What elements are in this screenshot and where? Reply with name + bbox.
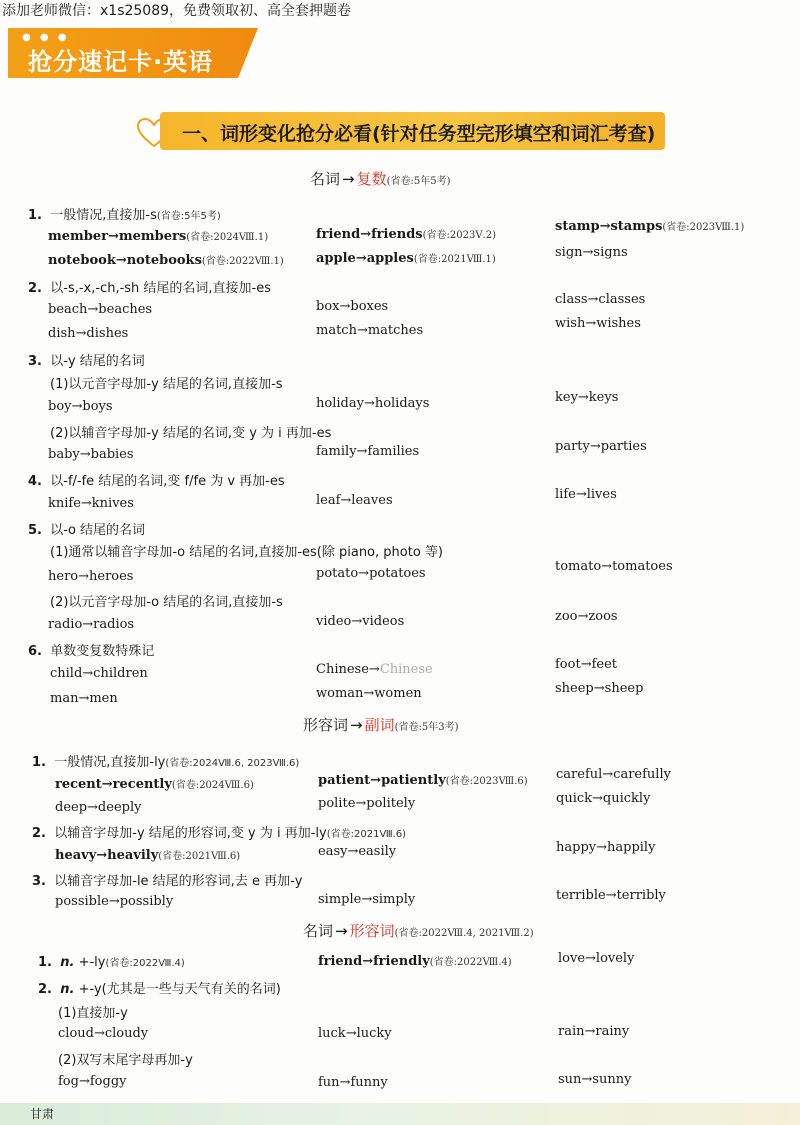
word-easy: easy→easily — [318, 844, 397, 859]
word-sheep: sheep→sheep — [555, 681, 644, 696]
word-dish: dish→dishes — [48, 326, 129, 341]
word-zoo: zoo→zoos — [555, 609, 618, 624]
adj-rule-1: 1. n. +-ly(省卷:2022Ⅷ.4) — [38, 955, 185, 970]
word-match: match→matches — [316, 323, 424, 338]
word-friendly: friend→friendly(省卷:2022Ⅷ.4) — [318, 954, 512, 969]
rule-5b: (2)以元音字母加-o 结尾的名词,直接加-s — [50, 595, 283, 610]
banner-title: 抢分速记卡·英语 — [28, 48, 214, 76]
word-baby: baby→babies — [48, 447, 134, 462]
word-polite: polite→politely — [318, 796, 416, 811]
word-sun: sun→sunny — [558, 1072, 632, 1087]
subhead-from: 名词 — [310, 170, 341, 188]
word-rain: rain→rainy — [558, 1024, 630, 1039]
rule-text: 一般情况,直接加-s — [50, 208, 157, 223]
word-fun: fun→funny — [318, 1075, 388, 1090]
rule-1 — [28, 204, 221, 223]
word-party: party→parties — [555, 439, 647, 454]
watermark-text: 添加老师微信：x1s25089，免费领取初、高全套押题卷 — [2, 3, 352, 19]
word-class: class→classes — [555, 292, 646, 307]
banner-dots: ● ● ● — [22, 32, 70, 43]
adv-rule-2: 2. 以辅音字母加-y 结尾的形容词,变 y 为 i 再加-ly(省卷:2021Ⅷ.6) — [32, 826, 407, 841]
arrow-icon: → — [342, 170, 355, 188]
word-knife: knife→knives — [48, 496, 134, 511]
word-family: family→families — [316, 444, 420, 459]
word-stamp: stamp→stamps(省卷:2023Ⅷ.1) — [555, 219, 745, 234]
footer-strip — [0, 1103, 800, 1125]
section-title: 一、词形变化抢分必看(针对任务型完形填空和词汇考查) — [182, 123, 656, 145]
word-cloud: cloud→cloudy — [58, 1026, 149, 1041]
adv-rule-1: 1. 一般情况,直接加-ly(省卷:2024Ⅷ.6, 2023Ⅷ.6) — [32, 755, 300, 770]
word-fog: fog→foggy — [58, 1074, 127, 1089]
subhead-to: 复数 — [356, 170, 387, 188]
rule-note: (省卷:5年5考) — [156, 211, 221, 222]
word-life: life→lives — [555, 487, 617, 502]
rule-3b: (2)以辅音字母加-y 结尾的名词,变 y 为 i 再加-es — [50, 426, 332, 441]
word-chinese: Chinese→Chinese — [316, 662, 433, 677]
word-recent: recent→recently(省卷:2024Ⅷ.6) — [55, 777, 254, 792]
word-potato: potato→potatoes — [316, 566, 426, 581]
word-man: man→men — [50, 691, 118, 706]
arrow-icon: → — [350, 716, 363, 734]
word-tomato: tomato→tomatoes — [555, 559, 673, 574]
adj-rule-2b: (2)双写末尾字母再加-y — [58, 1053, 193, 1068]
subhead-noun-adj: 名词 → 形容词(省卷:2022Ⅷ.4, 2021Ⅷ.2) — [303, 922, 534, 940]
rule-4: 4. 以-f/-fe 结尾的名词,变 f/fe 为 v 再加-es — [28, 474, 285, 489]
rule-3: 3. 以-y 结尾的名词 — [28, 354, 145, 369]
arrow-icon: → — [335, 922, 348, 940]
word-radio: radio→radios — [48, 617, 135, 632]
word-video: video→videos — [316, 614, 405, 629]
word-key: key→keys — [555, 390, 619, 405]
adj-rule-2a: (1)直接加-y — [58, 1006, 128, 1021]
rule-5: 5. 以-o 结尾的名词 — [28, 523, 146, 538]
word-patient: patient→patiently(省卷:2023Ⅷ.6) — [318, 773, 528, 788]
subhead-noun-plural — [310, 168, 451, 189]
word-apple: apple→apples(省卷:2021Ⅷ.1) — [316, 251, 496, 266]
rule-3a: (1)以元音字母加-y 结尾的名词,直接加-s — [50, 377, 283, 392]
word-hero: hero→heroes — [48, 569, 134, 584]
word-terrible: terrible→terribly — [556, 888, 666, 903]
word-box: box→boxes — [316, 299, 389, 314]
subhead-adj-adv: 形容词 → 副词(省卷:5年3考) — [303, 716, 459, 734]
word-beach: beach→beaches — [48, 302, 153, 317]
word-notebook: notebook→notebooks(省卷:2022Ⅷ.1) — [48, 253, 284, 268]
word-quick: quick→quickly — [556, 791, 651, 806]
word-heavy: heavy→heavily(省卷:2021Ⅷ.6) — [55, 848, 241, 863]
word-foot: foot→feet — [555, 657, 618, 672]
subhead-note: (省卷:5年5考) — [386, 176, 451, 187]
word-member: member→members(省卷:2024Ⅷ.1) — [48, 229, 269, 244]
word-wish: wish→wishes — [555, 316, 641, 331]
rule-5a: (1)通常以辅音字母加-o 结尾的名词,直接加-es(除 piano, photo 等) — [50, 545, 443, 560]
word-woman: woman→women — [316, 686, 422, 701]
rule-6: 6. 单数变复数特殊记 — [28, 644, 155, 659]
adj-rule-2: 2. n. +-y(尤其是一些与天气有关的名词) — [38, 982, 281, 997]
word-possible: possible→possibly — [55, 894, 174, 909]
rule-number: 1. — [28, 208, 42, 223]
word-child: child→children — [50, 666, 148, 681]
word-leaf: leaf→leaves — [316, 493, 393, 508]
word-sign: sign→signs — [555, 245, 628, 260]
word-luck: luck→lucky — [318, 1026, 392, 1041]
word-holiday: holiday→holidays — [316, 396, 430, 411]
word-friend: friend→friends(省卷:2023Ⅴ.2) — [316, 227, 496, 242]
word-deep: deep→deeply — [55, 800, 142, 815]
adv-rule-3: 3. 以辅音字母加-le 结尾的形容词,去 e 再加-y — [32, 874, 303, 889]
rule-2: 2. 以-s,-x,-ch,-sh 结尾的名词,直接加-es — [28, 281, 272, 296]
footer-region-label: 甘肃 — [30, 1107, 55, 1121]
word-happy: happy→happily — [556, 840, 656, 855]
word-love: love→lovely — [558, 951, 635, 966]
word-boy: boy→boys — [48, 399, 113, 414]
word-simple: simple→simply — [318, 892, 416, 907]
word-careful: careful→carefully — [556, 767, 671, 782]
